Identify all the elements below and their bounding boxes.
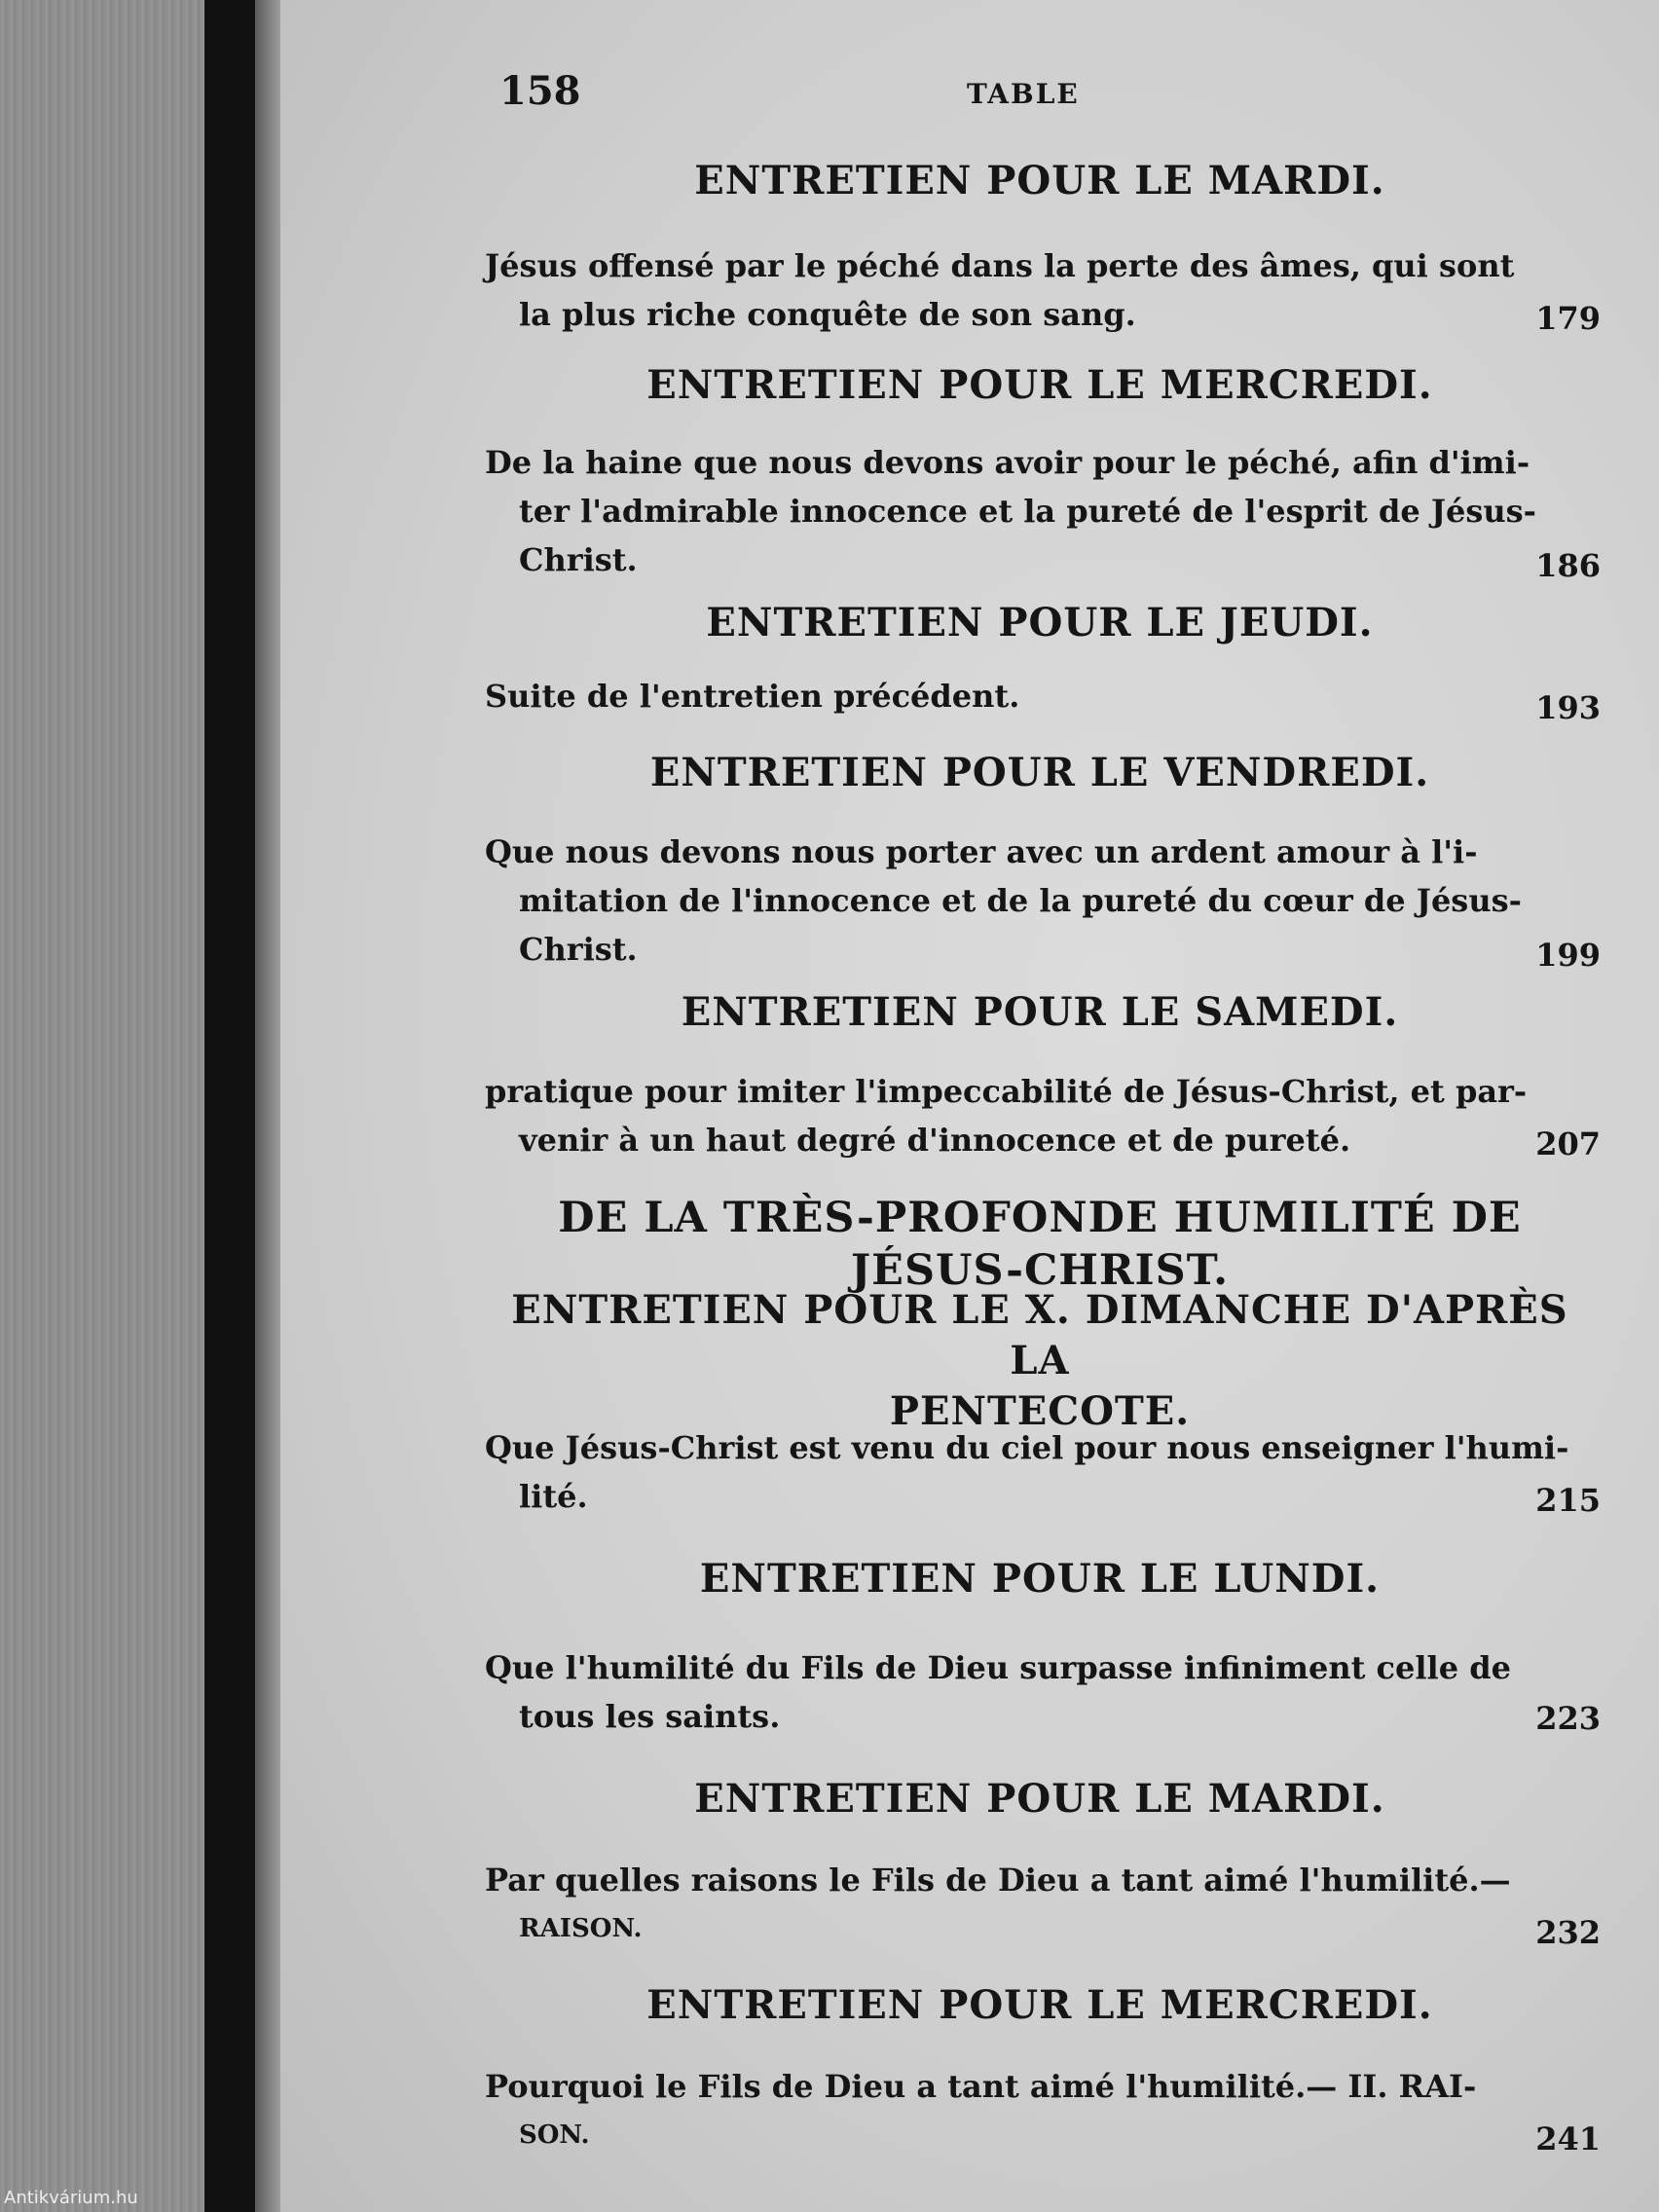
- entry-heading: ENTRETIEN POUR LE MARDI.: [694, 158, 1385, 203]
- heading-line: PENTECOTE.: [889, 1388, 1191, 1434]
- entry-text: [485, 828, 1522, 974]
- entry-line: Que nous devons nous porter avec un ardent amour à l'i-: [485, 833, 1478, 870]
- entry-line: mitation de l'innocence et de la pureté du cœur de Jésus-: [519, 882, 1522, 919]
- entry-line: Pourquoi le Fils de Dieu a tant aimé l'humilité.— II. RAI-: [485, 2068, 1477, 2105]
- running-title: TABLE: [967, 78, 1080, 110]
- entry-heading: ENTRETIEN POUR LE JEUDI.: [706, 600, 1374, 645]
- entry-line: Que Jésus-Christ est venu du ciel pour nous enseigner l'humi-: [485, 1429, 1569, 1466]
- entry-line: Que l'humilité du Fils de Dieu surpasse infiniment celle de: [485, 1649, 1511, 1686]
- entry-text: [485, 2062, 1517, 2159]
- entry-text: [485, 1856, 1517, 1953]
- entry-line: lité.: [519, 1478, 588, 1515]
- section-heading: DE LA TRÈS-PROFONDE HUMILITÉ DE JÉSUS-CHRIST.: [558, 1194, 1522, 1295]
- entry-heading: ENTRETIEN POUR LE MERCREDI.: [646, 362, 1433, 408]
- entry-heading: ENTRETIEN POUR LE LUNDI.: [699, 1556, 1381, 1602]
- entry-heading: [485, 1285, 1595, 1437]
- entry-line: venir à un haut degré d'innocence et de pureté.: [519, 1122, 1351, 1159]
- entry-line: Par quelles raisons le Fils de Dieu a tant aimé l'humilité.—: [485, 1862, 1511, 1899]
- entry-text: [485, 1067, 1528, 1164]
- entry-line: Christ.: [519, 931, 638, 968]
- page-edge: [255, 0, 280, 2212]
- entry-line: la plus riche conquête de son sang.: [519, 296, 1136, 333]
- entry-page-number: 223: [1535, 1700, 1601, 1737]
- entry-line: SON.: [519, 2120, 590, 2150]
- entry-text: [485, 438, 1536, 584]
- entry-line: Christ.: [519, 541, 638, 578]
- entry-page-number: 207: [1535, 1125, 1601, 1162]
- entry-line: ter l'admirable innocence et la pureté de l'esprit de Jésus-: [519, 493, 1536, 530]
- entry-page-number: 186: [1535, 547, 1601, 584]
- entry-page-number: 179: [1535, 300, 1601, 337]
- page-header: [499, 68, 1570, 117]
- entry-line: Jésus offensé par le péché dans la perte des âmes, qui sont: [485, 247, 1515, 284]
- entry-text: [485, 672, 1517, 720]
- background-surface: [0, 0, 204, 2212]
- entry-line: De la haine que nous devons avoir pour le péché, afin d'imi-: [485, 444, 1530, 481]
- book-spine: [204, 0, 255, 2212]
- entry-page-number: 215: [1535, 1482, 1601, 1519]
- entry-line: RAISON.: [519, 1914, 643, 1943]
- entry-text: [485, 241, 1517, 339]
- entry-line: tous les saints.: [519, 1698, 781, 1735]
- book-page: [280, 0, 1659, 2212]
- entry-heading: ENTRETIEN POUR LE MERCREDI.: [646, 1982, 1433, 2028]
- heading-line: ENTRETIEN POUR LE X. DIMANCHE D'APRÈS LA: [511, 1287, 1568, 1383]
- entry-page-number: 193: [1535, 689, 1601, 726]
- entry-page-number: 232: [1535, 1914, 1601, 1951]
- entry-text: [485, 1643, 1517, 1741]
- entry-heading: ENTRETIEN POUR LE SAMEDI.: [681, 989, 1399, 1035]
- entry-heading: ENTRETIEN POUR LE VENDREDI.: [649, 750, 1430, 795]
- entry-heading: ENTRETIEN POUR LE MARDI.: [694, 1776, 1385, 1822]
- entry-page-number: 199: [1535, 937, 1601, 974]
- watermark: Antikvárium.hu: [4, 2188, 138, 2208]
- page-number: 158: [499, 68, 581, 114]
- entry-line: pratique pour imiter l'impeccabilité de Jésus-Christ, et par-: [485, 1073, 1528, 1110]
- entry-line: Suite de l'entretien précédent.: [485, 678, 1020, 715]
- entry-page-number: 241: [1535, 2120, 1601, 2157]
